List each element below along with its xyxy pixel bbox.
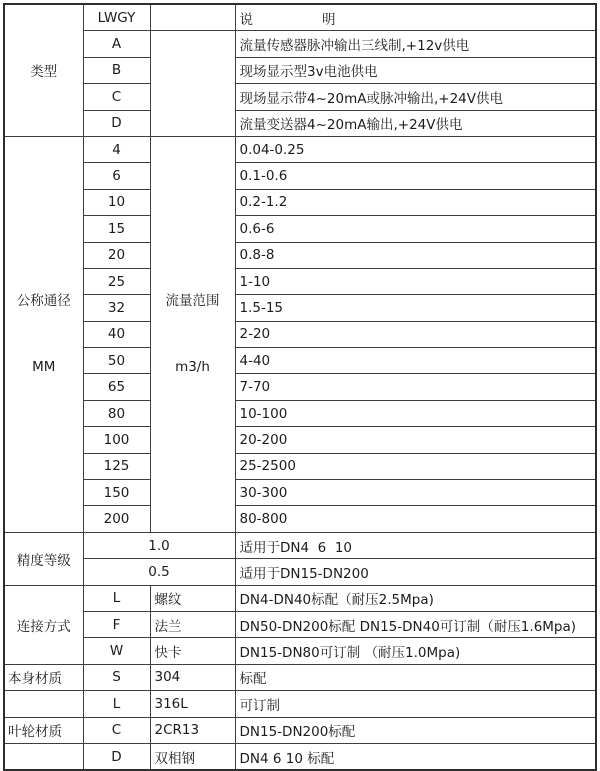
flow-range-label-line1: 流量范围 — [165, 293, 220, 310]
table-row — [4, 242, 596, 268]
table-row — [4, 4, 596, 31]
connection-code-cell: F — [83, 611, 150, 637]
model-code-cell: LWGY — [83, 4, 150, 31]
diameter-size-cell: 6 — [83, 163, 150, 189]
table-row — [4, 163, 596, 189]
flow-range-cell: 1.5-15 — [235, 295, 596, 321]
type-desc-cell: 现场显示带4~20mA或脉冲输出,+24V供电 — [235, 84, 596, 110]
type-code-cell: A — [83, 31, 150, 57]
table-row — [4, 559, 596, 585]
section-label-connection: 连接方式 — [4, 585, 83, 664]
flow-range-cell: 4-40 — [235, 348, 596, 374]
flow-range-cell: 0.6-6 — [235, 216, 596, 242]
diameter-size-cell: 40 — [83, 321, 150, 347]
flow-range-label-cell — [150, 136, 235, 532]
material-desc-cell: 标配 — [235, 664, 596, 690]
table-row — [4, 216, 596, 242]
material-code-cell: S — [83, 664, 150, 690]
table-row — [4, 374, 596, 400]
accuracy-desc-cell: 适用于DN4 6 10 — [235, 532, 596, 558]
table-row — [4, 268, 596, 294]
table-row — [4, 136, 596, 162]
connection-name-cell: 螺纹 — [150, 585, 235, 611]
material-name-cell: 双相钢 — [150, 743, 235, 770]
flow-range-cell: 25-2500 — [235, 453, 596, 479]
connection-desc-cell: DN4-DN40标配（耐压2.5Mpa) — [235, 585, 596, 611]
table-row — [4, 321, 596, 347]
empty-cell — [150, 4, 235, 31]
diameter-size-cell: 100 — [83, 427, 150, 453]
table-row — [4, 110, 596, 136]
material-desc-cell: DN4 6 10 标配 — [235, 743, 596, 770]
diameter-size-cell: 125 — [83, 453, 150, 479]
diameter-label-line1: 公称通径 — [16, 293, 71, 310]
connection-code-cell: L — [83, 585, 150, 611]
material-code-cell: D — [83, 743, 150, 770]
empty-cell — [150, 31, 235, 137]
table-row — [4, 427, 596, 453]
flow-range-cell: 30-300 — [235, 480, 596, 506]
table-row — [4, 57, 596, 83]
section-label-body-material: 本身材质 — [4, 664, 83, 690]
empty-cell — [4, 743, 83, 770]
table-row — [4, 295, 596, 321]
accuracy-desc-cell: 适用于DN15-DN200 — [235, 559, 596, 585]
table-row — [4, 532, 596, 558]
material-desc-cell: DN15-DN200标配 — [235, 717, 596, 743]
diameter-size-cell: 15 — [83, 216, 150, 242]
diameter-size-cell: 20 — [83, 242, 150, 268]
section-label-impeller-material: 叶轮材质 — [4, 717, 83, 743]
accuracy-value-cell: 1.0 — [83, 532, 235, 558]
connection-code-cell: W — [83, 638, 150, 664]
section-label-type: 类型 — [4, 4, 83, 136]
flow-range-cell: 0.1-0.6 — [235, 163, 596, 189]
flow-range-cell: 10-100 — [235, 400, 596, 426]
connection-desc-cell: DN15-DN80可订制 （耐压1.0Mpa) — [235, 638, 596, 664]
type-code-cell: D — [83, 110, 150, 136]
diameter-size-cell: 4 — [83, 136, 150, 162]
material-name-cell: 2CR13 — [150, 717, 235, 743]
material-name-cell: 304 — [150, 664, 235, 690]
flow-range-cell: 2-20 — [235, 321, 596, 347]
flowmeter-spec-table — [3, 3, 597, 771]
table-row — [4, 31, 596, 57]
table-row — [4, 717, 596, 743]
table-row — [4, 400, 596, 426]
table-row — [4, 638, 596, 664]
type-code-cell: C — [83, 84, 150, 110]
accuracy-value-cell: 0.5 — [83, 559, 235, 585]
connection-name-cell: 快卡 — [150, 638, 235, 664]
table-row — [4, 506, 596, 532]
material-name-cell: 316L — [150, 691, 235, 717]
material-code-cell: L — [83, 691, 150, 717]
flow-range-cell: 20-200 — [235, 427, 596, 453]
flow-range-label-line2: m3/h — [175, 359, 210, 376]
diameter-size-cell: 50 — [83, 348, 150, 374]
diameter-size-cell: 200 — [83, 506, 150, 532]
table-row — [4, 84, 596, 110]
table-row — [4, 585, 596, 611]
desc-header-cell: 说明 — [235, 4, 596, 31]
material-desc-cell: 可订制 — [235, 691, 596, 717]
table-row — [4, 691, 596, 717]
table-row — [4, 611, 596, 637]
table-row — [4, 189, 596, 215]
section-label-diameter — [4, 136, 83, 532]
table-row — [4, 480, 596, 506]
section-label-accuracy: 精度等级 — [4, 532, 83, 585]
diameter-size-cell: 65 — [83, 374, 150, 400]
flow-range-cell: 80-800 — [235, 506, 596, 532]
type-desc-cell: 流量传感器脉冲输出三线制,+12v供电 — [235, 31, 596, 57]
table-row — [4, 743, 596, 770]
table-row — [4, 664, 596, 690]
material-code-cell: C — [83, 717, 150, 743]
diameter-size-cell: 10 — [83, 189, 150, 215]
table-row — [4, 453, 596, 479]
flow-range-cell: 0.8-8 — [235, 242, 596, 268]
diameter-size-cell: 150 — [83, 480, 150, 506]
flow-range-cell: 7-70 — [235, 374, 596, 400]
type-code-cell: B — [83, 57, 150, 83]
empty-cell — [4, 691, 83, 717]
diameter-size-cell: 32 — [83, 295, 150, 321]
type-desc-cell: 流量变送器4~20mA输出,+24V供电 — [235, 110, 596, 136]
type-desc-cell: 现场显示型3v电池供电 — [235, 57, 596, 83]
flow-range-cell: 0.04-0.25 — [235, 136, 596, 162]
diameter-size-cell: 25 — [83, 268, 150, 294]
diameter-size-cell: 80 — [83, 400, 150, 426]
connection-name-cell: 法兰 — [150, 611, 235, 637]
diameter-label-line2: MM — [32, 359, 56, 376]
flow-range-cell: 0.2-1.2 — [235, 189, 596, 215]
table-row — [4, 348, 596, 374]
flow-range-cell: 1-10 — [235, 268, 596, 294]
connection-desc-cell: DN50-DN200标配 DN15-DN40可订制（耐压1.6Mpa) — [235, 611, 596, 637]
